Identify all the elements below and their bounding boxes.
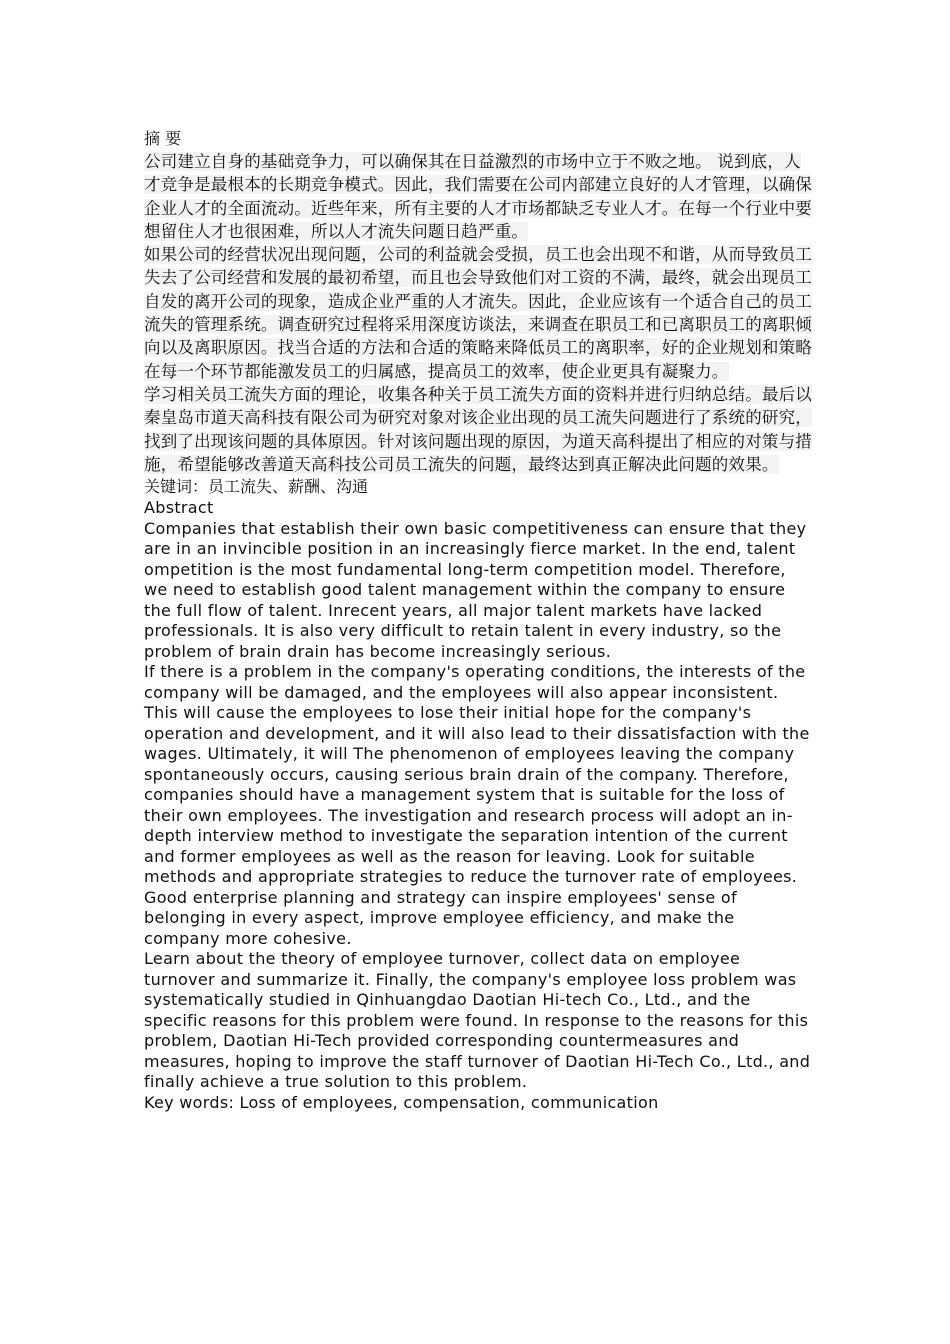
- chinese-paragraph: [144, 150, 814, 243]
- chinese-paragraph: [144, 383, 814, 476]
- chinese-keywords: 关键词：员工流失、薪酬、沟通: [144, 477, 369, 497]
- chinese-paragraph: [144, 243, 814, 383]
- english-paragraph: If there is a problem in the company's operating conditions, the interests of the company will be damaged, and the employees will also appear inconsistent. This will cause the employees to lose their initial hope for the company's operation and development, and it will also lead to their dissatisfaction with the wages. Ultimately, it will The phenomenon of employees leaving the company spontaneously occurs, causing serious brain drain of the company. Therefore, companies should have a management system that is suitable for the loss of their own employees. The investigation and research process will adopt an in-depth interview method to investigate the separation intention of the current and former employees as well as the reason for leaving. Look for suitable methods and appropriate strategies to reduce the turnover rate of employees. Good enterprise planning and strategy can inspire employees' sense of belonging in every aspect, improve employee efficiency, and make the company more cohesive.: [144, 662, 810, 948]
- english-abstract-heading: Abstract: [144, 498, 214, 518]
- chinese-paragraph-text: 如果公司的经营状况出现问题，公司的利益就会受损，员工也会出现不和谐，从而导致员工失去了公司经营和发展的最初希望，而且也会导致他们对工资的不满，最终，就会出现员工自发的离开公司的现象，造成企业严重的人才流失。因此，企业应该有一个适合自己的员工流失的管理系统。调查研究过程将采用深度访谈法，来调查在职员工和已离职员工的离职倾向以及离职原因。找当合适的方法和合适的策略来降低员工的离职率，好的企业规划和策略在每一个环节都能激发员工的归属感，提高员工的效率，使企业更具有凝聚力。: [144, 245, 812, 381]
- chinese-paragraph-text: 公司建立自身的基础竞争力，可以确保其在日益激烈的市场中立于不败之地。 说到底，人才竞争是最根本的长期竞争模式。因此，我们需要在公司内部建立良好的人才管理，以确保企业人才的全面流动。近些年来，所有主要的人才市场都缺乏专业人才。在每一个行业中要想留住人才也很困难，所以人才流失问题日趋严重。: [144, 152, 812, 241]
- english-keywords: Key words: Loss of employees, compensation, communication: [144, 1092, 659, 1112]
- english-paragraph: Learn about the theory of employee turnover, collect data on employee turnover and summarize it. Finally, the company's employee loss problem was systematically studied in Qinhuangdao Daotian Hi-tech Co., Ltd., and the specific reasons for this problem were found. In response to the reasons for this problem, Daotian Hi-Tech provided corresponding countermeasures and measures, hoping to improve the staff turnover of Daotian Hi-Tech Co., Ltd., and finally achieve a true solution to this problem.: [144, 949, 811, 1092]
- chinese-paragraph-text: 学习相关员工流失方面的理论，收集各种关于员工流失方面的资料并进行归纳总结。最后以秦皇岛市道天高科技有限公司为研究对象对该企业出现的员工流失问题进行了系统的研究，找到了出现该问题的具体原因。针对该问题出现的原因，为道天高科提出了相应的对策与措施，希望能够改善道天高科技公司员工流失的问题，最终达到真正解决此问题的效果。: [144, 384, 812, 474]
- english-paragraph: Companies that establish their own basic competitiveness can ensure that they are in an invincible position in an increasingly fierce market. In the end, talent ompetition is the most fundamental long-term competition model. Therefore, we need to establish good talent management within the company to ensure the full flow of talent. Inrecent years, all major talent markets have lacked professionals. It is also very difficult to retain talent in every industry, so the problem of brain drain has become increasingly serious.: [144, 518, 807, 661]
- document-page: [144, 128, 814, 1113]
- chinese-abstract-heading: 摘 要: [144, 129, 182, 148]
